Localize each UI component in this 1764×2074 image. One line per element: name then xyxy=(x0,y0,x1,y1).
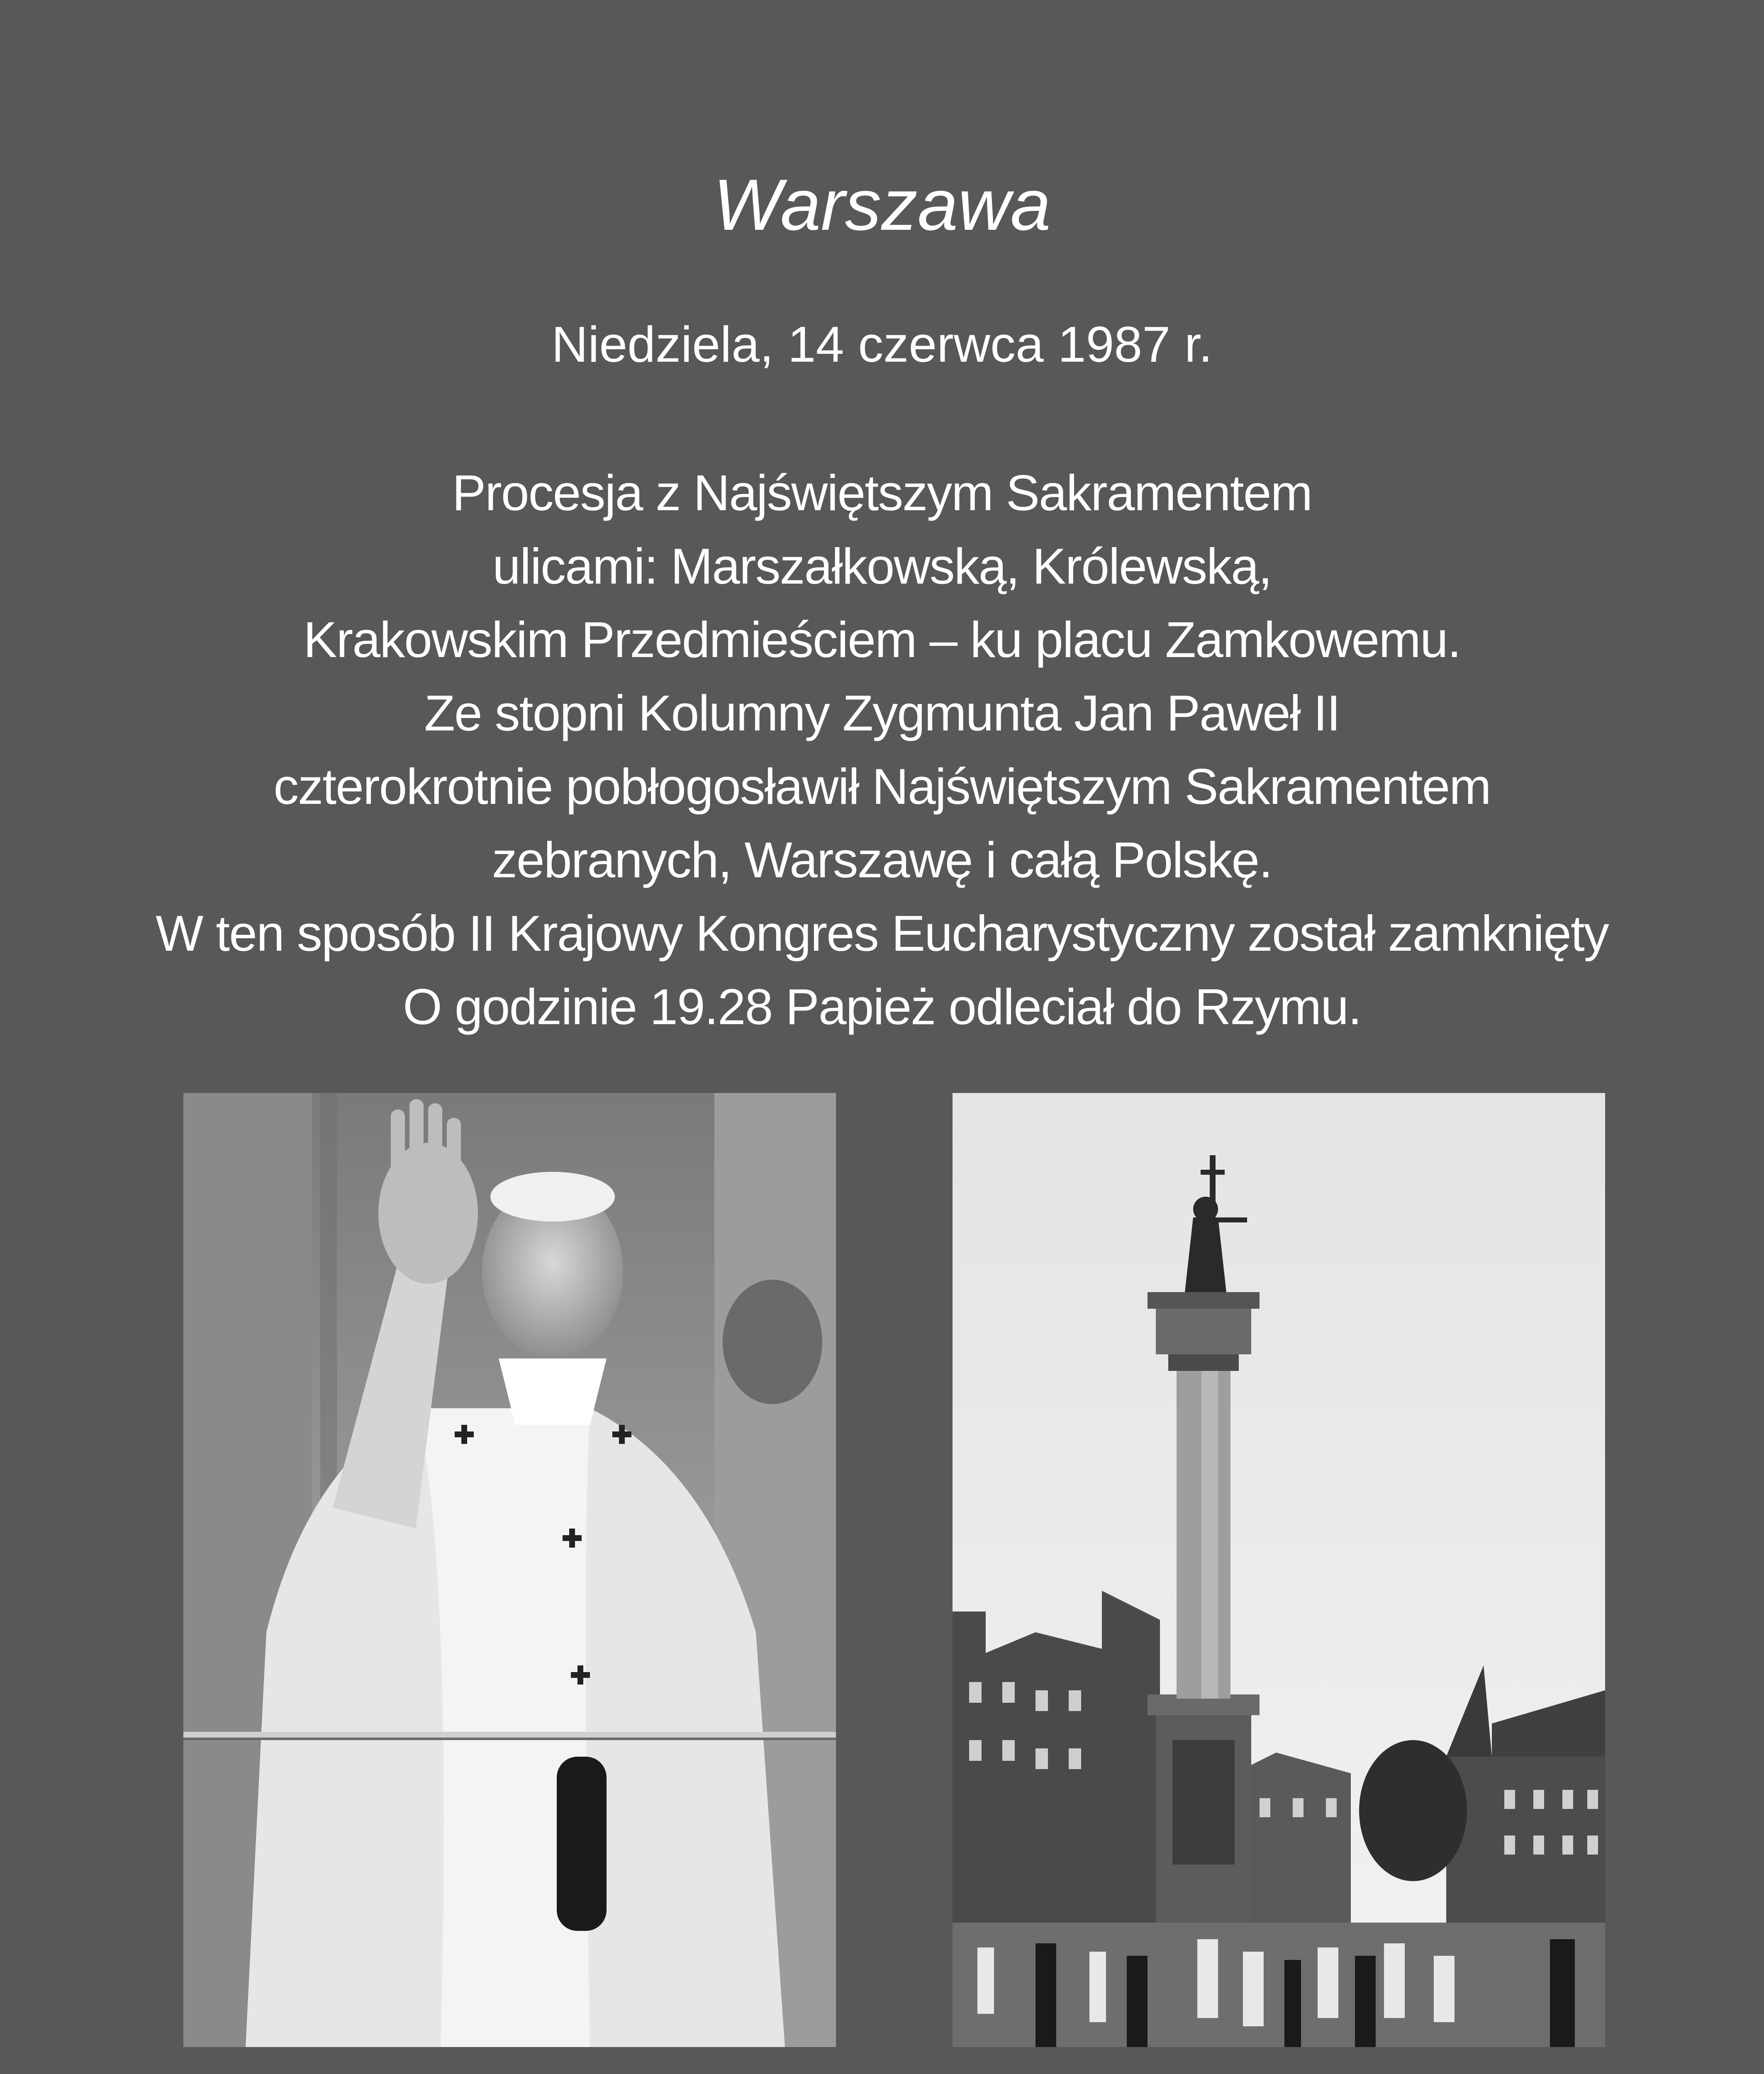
description-line: czterokrotnie pobłogosławił Najświętszym Sakramentem xyxy=(273,758,1491,815)
sigismund-column-photo xyxy=(953,1093,1605,2047)
description-line: Ze stopni Kolumny Zygmunta Jan Paweł II xyxy=(424,685,1340,741)
description-line: W ten sposób II Krajowy Kongres Eucharystyczny został zamknięty xyxy=(156,905,1608,962)
description-line: Krakowskim Przedmieściem – ku placu Zamkowemu. xyxy=(303,611,1461,668)
description-line: ulicami: Marszałkowską, Królewską, xyxy=(492,538,1272,594)
pope-waving-photo xyxy=(183,1093,836,2047)
description-line: zebranych, Warszawę i całą Polskę. xyxy=(492,832,1272,888)
event-date: Niedziela, 14 czerwca 1987 r. xyxy=(551,316,1213,372)
description-line: Procesja z Najświętszym Sakramentem xyxy=(452,465,1312,521)
description-line: O godzinie 19.28 Papież odleciał do Rzymu. xyxy=(403,979,1361,1035)
page-title: Warszawa xyxy=(713,165,1051,246)
description-text xyxy=(41,456,1723,1044)
